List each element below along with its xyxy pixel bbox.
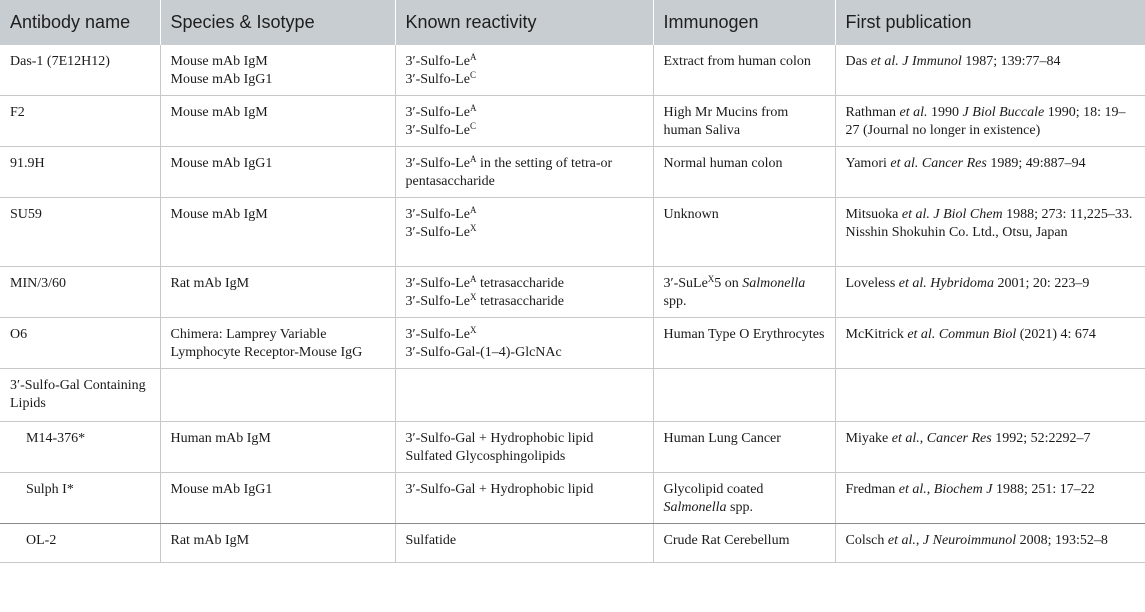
cell-species-isotype	[160, 524, 395, 563]
cell-known-reactivity	[395, 147, 653, 198]
cell-antibody-name-text: Sulph I*	[26, 482, 74, 497]
cell-species-isotype	[160, 473, 395, 524]
cell-first-publication-text: Yamori et al. Cancer Res 1989; 49:887–94	[845, 156, 1086, 171]
table-row	[0, 473, 1145, 524]
cell-species-isotype-line: Mouse mAb IgG1	[170, 156, 273, 171]
cell-antibody-name	[0, 422, 160, 473]
cell-known-reactivity-line: $3'-Sulfo-Le^C$	[405, 120, 477, 138]
cell-known-reactivity	[395, 369, 653, 422]
cell-antibody-name-text: SU59	[10, 207, 42, 222]
cell-known-reactivity-line: $3'-Sulfo-Le^C$	[405, 69, 477, 87]
cell-antibody-name	[0, 369, 160, 422]
cell-immunogen	[653, 524, 835, 563]
cell-first-publication-text: Das et al. J Immunol 1987; 139:77–84	[845, 54, 1061, 69]
cell-antibody-name	[0, 473, 160, 524]
cell-immunogen-text: High Mr Mucins from human Saliva	[663, 105, 789, 138]
cell-species-isotype	[160, 147, 395, 198]
cell-first-publication	[835, 369, 1145, 422]
cell-known-reactivity-line: 3′-Sulfo-Gal + Hydrophobic lipid	[405, 482, 594, 497]
table-row	[0, 198, 1145, 267]
cell-antibody-name-text: 91.9H	[10, 156, 45, 171]
cell-species-isotype-line: Rat mAb IgM	[170, 276, 250, 291]
cell-first-publication	[835, 318, 1145, 369]
cell-known-reactivity	[395, 45, 653, 96]
header-immunogen: Immunogen	[653, 0, 835, 45]
cell-antibody-name-text: F2	[10, 105, 25, 120]
cell-antibody-name	[0, 524, 160, 563]
cell-first-publication	[835, 422, 1145, 473]
cell-known-reactivity	[395, 198, 653, 267]
cell-species-isotype	[160, 267, 395, 318]
cell-species-isotype	[160, 96, 395, 147]
table-row	[0, 267, 1145, 318]
cell-species-isotype-line: Mouse mAb IgM	[170, 207, 268, 222]
cell-antibody-name	[0, 318, 160, 369]
cell-first-publication-text: Fredman et al., Biochem J 1988; 251: 17–22	[845, 482, 1095, 497]
cell-immunogen	[653, 318, 835, 369]
cell-species-isotype-line: Human mAb IgM	[170, 431, 271, 446]
cell-immunogen-text: Normal human colon	[663, 156, 783, 171]
cell-antibody-name-text: M14-376*	[26, 431, 86, 446]
cell-first-publication	[835, 267, 1145, 318]
cell-species-isotype	[160, 198, 395, 267]
cell-known-reactivity-line: Sulfatide	[405, 533, 457, 548]
cell-immunogen	[653, 198, 835, 267]
cell-known-reactivity-line: $3'-Sulfo-Le^A$	[405, 103, 477, 120]
cell-immunogen	[653, 369, 835, 422]
cell-first-publication-text: McKitrick et al. Commun Biol (2021) 4: 674	[845, 327, 1096, 342]
table-row	[0, 318, 1145, 369]
cell-known-reactivity-line: 3′-Sulfo-Gal-(1–4)-GlcNAc	[405, 344, 562, 360]
cell-known-reactivity	[395, 96, 653, 147]
cell-species-isotype-line: Chimera: Lamprey Variable Lymphocyte Receptor-Mouse IgG	[170, 327, 363, 360]
cell-immunogen-text: Extract from human colon	[663, 54, 811, 69]
cell-immunogen-text: Glycolipid coated Salmonella spp.	[663, 482, 764, 515]
cell-antibody-name	[0, 45, 160, 96]
cell-species-isotype-line: Mouse mAb IgG1	[170, 482, 273, 497]
cell-immunogen-text: Human Lung Cancer	[663, 431, 781, 446]
table-row	[0, 147, 1145, 198]
header-species-isotype: Species & Isotype	[160, 0, 395, 45]
header-first-publication: First publication	[835, 0, 1145, 45]
cell-antibody-name	[0, 147, 160, 198]
cell-species-isotype	[160, 369, 395, 422]
cell-immunogen-text: Unknown	[663, 207, 719, 222]
cell-first-publication-text: Colsch et al., J Neuroimmunol 2008; 193:52–8	[845, 533, 1108, 548]
table-row	[0, 524, 1145, 563]
cell-known-reactivity	[395, 318, 653, 369]
cell-immunogen	[653, 422, 835, 473]
header-known-reactivity: Known reactivity	[395, 0, 653, 45]
cell-first-publication	[835, 198, 1145, 267]
cell-first-publication-text: Mitsuoka et al. J Biol Chem 1988; 273: 11,225–33. Nisshin Shokuhin Co. Ltd., Otsu, Japan	[845, 207, 1133, 240]
table-row	[0, 369, 1145, 422]
cell-species-isotype	[160, 422, 395, 473]
cell-immunogen-text: Crude Rat Cerebellum	[663, 533, 790, 548]
cell-known-reactivity-line: $3'-Sulfo-Le^X$	[405, 222, 477, 240]
cell-first-publication	[835, 473, 1145, 524]
table-row	[0, 422, 1145, 473]
cell-antibody-name	[0, 267, 160, 318]
table-row	[0, 45, 1145, 96]
cell-known-reactivity-line: $3'-Sulfo-Le^A$ tetrasaccharide	[405, 274, 564, 291]
cell-known-reactivity-line: $3'-Sulfo-Le^A$	[405, 52, 477, 69]
cell-species-isotype	[160, 45, 395, 96]
cell-first-publication	[835, 45, 1145, 96]
cell-antibody-name-text: OL-2	[26, 533, 57, 548]
cell-immunogen	[653, 473, 835, 524]
cell-immunogen-text: Human Type O Erythrocytes	[663, 327, 825, 342]
cell-first-publication-text: Miyake et al., Cancer Res 1992; 52:2292–7	[845, 431, 1091, 446]
cell-immunogen	[653, 96, 835, 147]
cell-known-reactivity-line: Sulfated Glycosphingolipids	[405, 448, 566, 464]
header-row	[0, 0, 1145, 45]
cell-antibody-name-text: Das-1 (7E12H12)	[10, 54, 110, 69]
cell-known-reactivity-line: $3'-Sulfo-Le^X$	[405, 325, 477, 342]
cell-known-reactivity-line: $3'-Sulfo-Le^A$ in the setting of tetra-or pentasaccharide	[405, 154, 613, 189]
cell-known-reactivity-line: 3′-Sulfo-Gal + Hydrophobic lipid	[405, 431, 594, 446]
cell-known-reactivity	[395, 422, 653, 473]
cell-known-reactivity-line: $3'-Sulfo-Le^X$ tetrasaccharide	[405, 291, 564, 309]
cell-first-publication	[835, 147, 1145, 198]
cell-antibody-name	[0, 96, 160, 147]
cell-immunogen	[653, 267, 835, 318]
cell-species-isotype-line: Mouse mAb IgM	[170, 54, 268, 69]
cell-species-isotype-line: Mouse mAb IgG1	[170, 71, 273, 87]
cell-known-reactivity	[395, 267, 653, 318]
cell-species-isotype-line: Rat mAb IgM	[170, 533, 250, 548]
cell-antibody-name	[0, 198, 160, 267]
header-antibody-name: Antibody name	[0, 0, 160, 45]
table-body	[0, 45, 1145, 563]
cell-immunogen	[653, 45, 835, 96]
cell-antibody-name-text: MIN/3/60	[10, 276, 66, 291]
cell-immunogen	[653, 147, 835, 198]
cell-species-isotype-line: Mouse mAb IgM	[170, 105, 268, 120]
cell-antibody-name-text: 3′-Sulfo-Gal Containing Lipids	[10, 378, 146, 411]
cell-known-reactivity-line: $3'-Sulfo-Le^A$	[405, 205, 477, 222]
cell-species-isotype	[160, 318, 395, 369]
cell-known-reactivity	[395, 473, 653, 524]
cell-immunogen-text: 3′-SuLe$^X$5 on Salmonella spp.	[663, 274, 806, 309]
cell-first-publication	[835, 524, 1145, 563]
cell-known-reactivity	[395, 524, 653, 563]
cell-first-publication	[835, 96, 1145, 147]
cell-first-publication-text: Loveless et al. Hybridoma 2001; 20: 223–9	[845, 276, 1090, 291]
table-row	[0, 96, 1145, 147]
cell-antibody-name-text: O6	[10, 327, 28, 342]
cell-first-publication-text: Rathman et al. 1990 J Biol Buccale 1990; 18: 19–27 (Journal no longer in existence)	[845, 105, 1126, 138]
